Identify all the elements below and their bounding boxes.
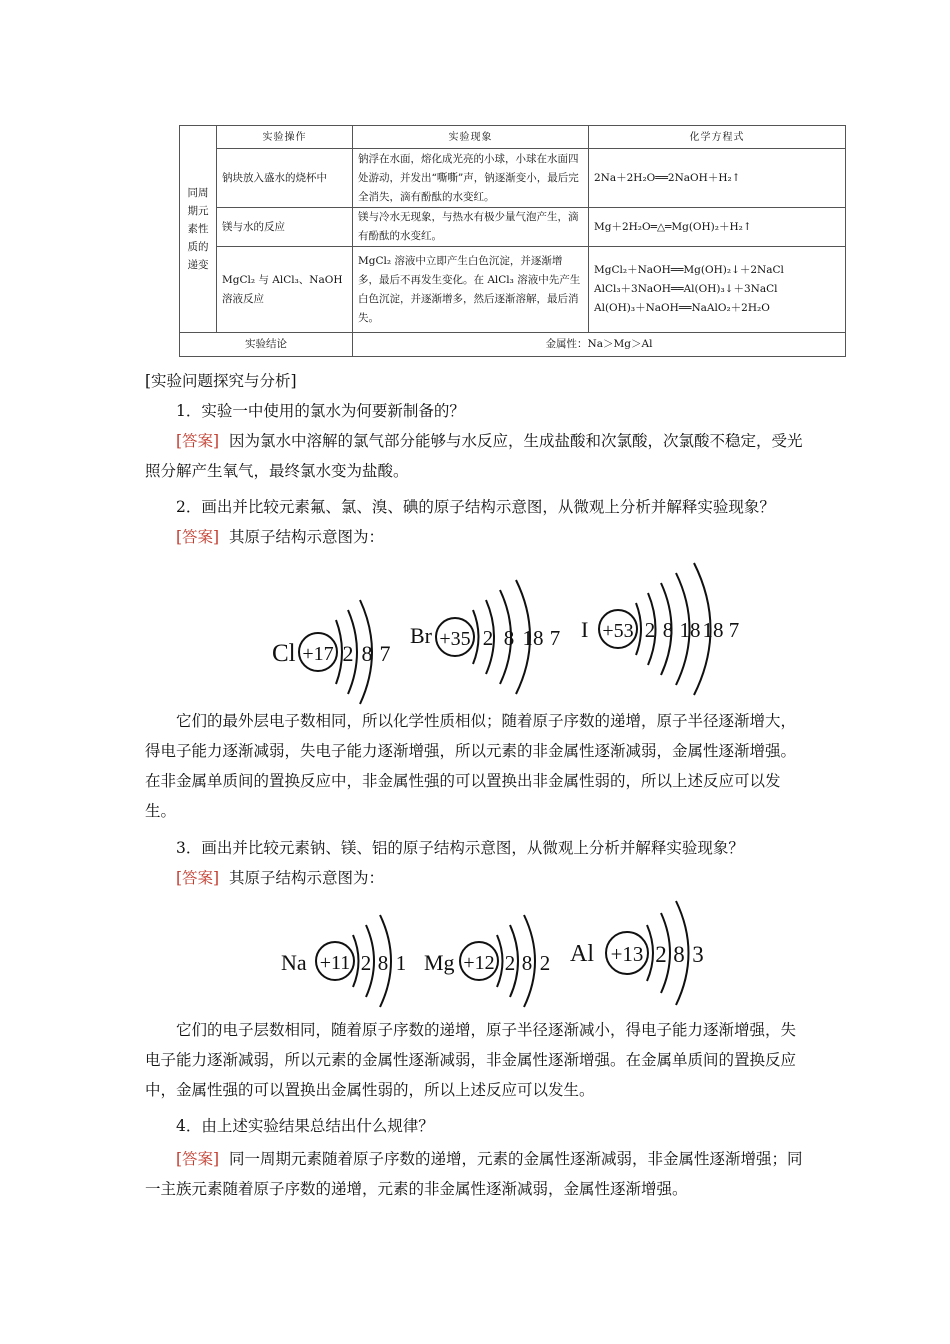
shell-electrons: 2 xyxy=(342,641,354,666)
answer-tag: [答案] xyxy=(176,869,220,887)
answer-tag: [答案] xyxy=(176,432,220,450)
cell-phenomenon: 镁与冷水无现象，与热水有极少量气泡产生，滴有酚酞的水变红。 xyxy=(353,208,589,247)
table-row xyxy=(180,208,846,247)
nucleus-charge: +13 xyxy=(610,942,644,966)
cell-phenomenon: MgCl₂ 溶液中立即产生白色沉淀，并逐渐增多，最后不再发生变化。在 AlCl₃ 溶液中先产生白色沉淀，并逐渐增多，然后逐渐溶解，最后消失。 xyxy=(353,247,589,333)
element-symbol: Cl xyxy=(272,640,296,667)
table-header-row xyxy=(180,126,846,149)
atom-diagram-mg xyxy=(424,915,550,1007)
header-operation: 实验操作 xyxy=(217,126,353,149)
nucleus-charge: +12 xyxy=(463,952,495,974)
shell-electrons: 7 xyxy=(379,641,391,666)
cell-operation: 镁与水的反应 xyxy=(217,208,353,247)
nucleus-charge: +17 xyxy=(302,643,334,665)
shell-electrons: 7 xyxy=(728,618,740,642)
question-4: 4．由上述实验结果总结出什么规律？ xyxy=(176,1117,434,1135)
nucleus-charge: +11 xyxy=(319,952,351,974)
atom-diagram-al xyxy=(570,901,704,1005)
shell-electrons: 2 xyxy=(360,951,372,975)
atom-diagram-br xyxy=(410,580,560,694)
row-group-label: 同周期元素性质的递变 xyxy=(180,126,217,333)
shell-electrons: 8 xyxy=(521,951,533,975)
answer-2-intro xyxy=(145,522,805,552)
atom-diagram-cl xyxy=(272,600,391,704)
conclusion-label: 实验结论 xyxy=(180,333,353,357)
answer-tag: [答案] xyxy=(176,1150,220,1168)
explanation-3: 它们的电子层数相同，随着原子序数的递增，原子半径逐渐减小，得电子能力逐渐增强，失电子能力逐渐减弱，所以元素的金属性逐渐减弱，非金属性逐渐增强。在金属单质间的置换反应中，金属性强的可以置换出金属性弱的，所以上述反应可以发生。 xyxy=(145,1021,797,1099)
shell-electrons: 8 xyxy=(662,618,674,642)
cell-phenomenon: 钠浮在水面，熔化成光亮的小球，小球在水面四处游动，并发出“嘶嘶”声，钠逐渐变小，最后完全消失，滴有酚酞的水变红。 xyxy=(353,149,589,208)
atom-diagram-i xyxy=(581,563,739,695)
element-symbol: I xyxy=(581,617,589,642)
cell-operation: 钠块放入盛水的烧杯中 xyxy=(217,149,353,208)
nucleus-charge: +53 xyxy=(602,620,634,642)
shell-electrons: 18 xyxy=(679,618,701,642)
equation-line: Al(OH)₃＋NaOH══NaAlO₂＋2H₂O xyxy=(594,302,770,314)
shell-electrons: 2 xyxy=(504,951,516,975)
atom-diagram-na xyxy=(281,915,406,1007)
shell-electrons: 7 xyxy=(549,626,561,650)
cell-operation: MgCl₂ 与 AlCl₃、NaOH 溶液反应 xyxy=(217,247,353,333)
question-2: 2．画出并比较元素氟、氯、溴、碘的原子结构示意图，从微观上分析并解释实验现象？ xyxy=(176,498,775,516)
element-symbol: Al xyxy=(570,941,594,967)
shell-electrons: 18 xyxy=(702,618,724,642)
shell-electrons: 8 xyxy=(361,641,373,666)
question-1: 1．实验一中使用的氯水为何要新制备的？ xyxy=(176,402,465,420)
table-row xyxy=(180,247,846,333)
shell-electrons: 2 xyxy=(655,942,667,967)
shell-electrons: 8 xyxy=(377,951,389,975)
conclusion-row xyxy=(180,333,846,357)
answer-text: 因为氯水中溶解的氯气部分能够与水反应，生成盐酸和次氯酸，次氯酸不稳定，受光照分解产生氧气，最终氯水变为盐酸。 xyxy=(145,432,803,480)
answer-3-intro xyxy=(145,863,805,893)
shell-electrons: 2 xyxy=(644,618,656,642)
halogen-atom-diagrams xyxy=(0,555,950,705)
shell-electrons: 1 xyxy=(395,951,407,975)
answer-text: 同一周期元素随着原子序数的递增，元素的金属性逐渐减弱，非金属性逐渐增强；同一主族元素随着原子序数的递增，元素的非金属性逐渐减弱，金属性逐渐增强。 xyxy=(145,1150,803,1198)
shell-electrons: 2 xyxy=(539,951,551,975)
table-row xyxy=(180,149,846,208)
header-equation: 化学方程式 xyxy=(589,126,846,149)
shell-electrons: 8 xyxy=(503,626,515,650)
nucleus-charge: +35 xyxy=(439,628,471,650)
equation-line: AlCl₃＋3NaOH══Al(OH)₃↓＋3NaCl xyxy=(594,283,778,295)
conclusion-value: 金属性：Na＞Mg＞Al xyxy=(353,333,846,357)
shell-electrons: 18 xyxy=(522,626,544,650)
shell-electrons: 8 xyxy=(673,942,685,967)
equation-line: MgCl₂＋NaOH══Mg(OH)₂↓＋2NaCl xyxy=(594,264,784,276)
header-phenomenon: 实验现象 xyxy=(353,126,589,149)
cell-equation: 2Na＋2H₂O══2NaOH＋H₂↑ xyxy=(589,149,846,208)
section-title: [实验问题探究与分析] xyxy=(145,372,297,390)
answer-text: 其原子结构示意图为： xyxy=(228,528,384,546)
element-symbol: Br xyxy=(410,623,432,648)
experiment-table xyxy=(179,125,846,357)
answer-tag: [答案] xyxy=(176,528,220,546)
cell-equations xyxy=(589,247,846,333)
shell-electrons: 2 xyxy=(482,626,494,650)
explanation-2: 它们的最外层电子数相同，所以化学性质相似；随着原子序数的递增，原子半径逐渐增大，得电子能力逐渐减弱，失电子能力逐渐增强，所以元素的非金属性逐渐减弱，金属性逐渐增强。在非金属单质间的置换反应中，非金属性强的可以置换出非金属性弱的，所以上述反应可以发生。 xyxy=(145,712,797,820)
shell-electrons: 3 xyxy=(692,942,704,967)
period-3-atom-diagrams xyxy=(0,895,950,1015)
cell-equation: Mg＋2H₂O═△═Mg(OH)₂＋H₂↑ xyxy=(589,208,846,247)
element-symbol: Mg xyxy=(424,950,455,975)
answer-4 xyxy=(145,1144,805,1204)
question-3: 3．画出并比较元素钠、镁、铝的原子结构示意图，从微观上分析并解释实验现象？ xyxy=(176,839,744,857)
answer-text: 其原子结构示意图为： xyxy=(228,869,384,887)
answer-1 xyxy=(145,426,805,486)
element-symbol: Na xyxy=(281,950,307,975)
